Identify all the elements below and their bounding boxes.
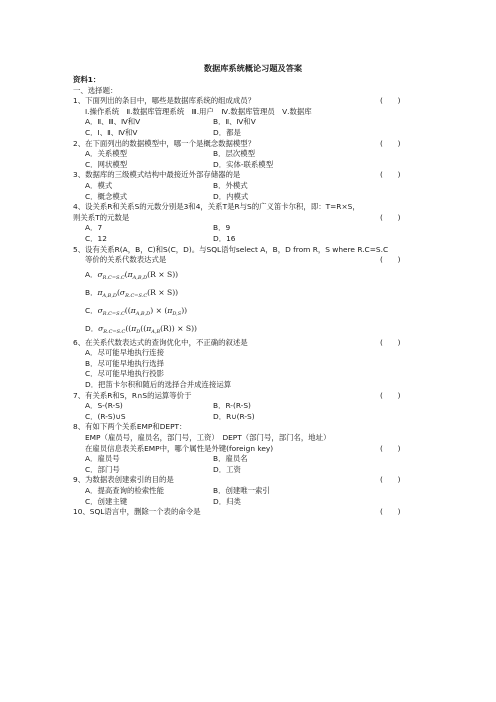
answer-blank: ( ) [380,212,401,222]
option-d: D． [85,323,99,333]
option-a: A． [85,269,98,279]
option-c: C．创建主键 [85,496,128,506]
question-7-options-cd [73,412,433,423]
option-d: D．R∪(R-S) [213,411,255,421]
option-b: B．9 [213,223,231,233]
option-b: B．外模式 [213,180,248,190]
formula-option-d [73,320,433,338]
section-heading: 资料1： [73,75,101,84]
question-4-options-ab [73,223,433,234]
answer-blank: ( ) [380,507,401,517]
question-1 [73,96,433,107]
option-d: D．内模式 [213,191,249,201]
pi-symbol: π [131,323,137,333]
formula-part: (R × S)) [147,269,179,279]
answer-blank: ( ) [380,255,401,265]
question-9-stem: 9、为数据表创建索引的目的是 [73,475,174,485]
question-6 [73,338,433,349]
option-d: D．16 [213,233,236,243]
question-2-stem: 2、在下面列出的数据模型中，哪一个是概念数据模型？ [73,138,256,148]
option-b: B．R-(R-S) [213,401,251,411]
question-1-options-ab [73,117,433,128]
document-title: 数据库系统概论习题及答案 [203,63,303,73]
project-attrs: A,B,D [135,310,151,317]
project-attrs: D [136,328,141,335]
option-b: B．雇员名 [213,454,248,464]
question-4-stem: 4、设关系R和关系S的元数分别是3和4，关系T是R与S的广义笛卡尔积，即：T=R×S， [73,202,360,212]
question-5-continued [73,255,433,266]
option-d: D．工资 [213,464,241,474]
question-9 [73,475,433,486]
question-3-stem: 3、数据库的三级模式结构中最接近外部存储器的是 [73,170,241,180]
question-10-stem: 10、SQL语言中，删除一个表的命令是 [73,507,201,517]
part-heading: 一、选择题： [73,85,118,95]
option-a: A．尽可能早地执行连接 [85,348,164,358]
answer-blank: ( ) [380,138,401,148]
option-c: C．尽可能早地执行投影 [85,369,165,379]
option-a: A．关系模型 [85,149,128,159]
option-b: B． [85,287,98,297]
formula-part: (R)) × S)) [160,323,198,333]
question-8-stem-2: 在雇员信息表关系EMP中，哪个属性是外键(foreign key) [85,443,274,453]
question-10 [73,507,433,518]
question-4 [73,202,433,213]
sigma-symbol: σ [97,269,103,279]
question-3-options-cd [73,192,433,203]
project-attrs: A,B,D [132,274,148,281]
formula-part: )) [181,305,188,315]
document-content [73,62,433,518]
project-attrs: A,B [151,328,161,335]
answer-blank: ( ) [380,337,401,347]
option-b: B．层次模型 [213,149,256,159]
question-7-stem: 7、有关系R和S，R∩S的运算等价于 [73,390,192,400]
answer-blank: ( ) [380,475,401,485]
answer-blank: ( ) [380,390,401,400]
question-4-options-cd [73,234,433,245]
pi-symbol: π [97,287,103,297]
question-5 [73,245,433,256]
answer-blank: ( ) [380,443,401,453]
question-7 [73,391,433,402]
option-a: A．7 [85,223,103,233]
pi-symbol: π [130,305,136,315]
question-8-continued [73,444,433,455]
option-c: C．Ⅰ、Ⅱ、Ⅳ和Ⅴ [85,127,138,137]
answer-blank: ( ) [380,170,401,180]
question-9-options-cd [73,497,433,508]
question-8-stem: 8、有如下两个关系EMP和DEPT： [73,422,187,432]
question-3-options-ab [73,181,433,192]
pi-symbol: π [167,305,173,315]
question-1-options-cd [73,128,433,139]
formula-option-c [73,302,433,320]
question-5-stem-2: 等价的关系代数表达式是 [85,255,167,265]
formula-part: (( [124,305,131,315]
option-a: A．S-(R-S) [85,401,123,411]
formula-part: (( [140,323,147,333]
project-attrs: A,B,D [102,292,117,299]
project-attrs: D,S [172,310,182,317]
question-7-options-ab [73,401,433,412]
option-b: B．创建唯一索引 [213,486,270,495]
option-c: C．(R-S)∪S [85,411,126,421]
question-8-options-cd [73,465,433,476]
question-5-stem: 5、设有关系R(A，B，C)和S(C，D)。与SQL语句select A，B，D from R，S where R.C=S.C [73,244,389,254]
option-a: A．提高查询的检索性能 [85,486,164,495]
question-2-options-ab [73,149,433,160]
option-d: D．都是 [213,127,241,137]
question-3 [73,170,433,181]
option-c: C．网状模型 [85,159,128,169]
formula-part: ( [116,287,120,297]
select-condition: R.C=S.C [103,328,126,335]
answer-blank: ( ) [380,96,401,106]
option-c: C．12 [85,233,107,243]
option-b: B．Ⅱ、Ⅳ和Ⅴ [213,117,256,127]
question-9-options-ab [73,486,433,497]
option-c: C． [85,305,98,315]
question-2 [73,139,433,150]
question-4-continued [73,213,433,224]
pi-symbol: π [146,323,152,333]
option-d: D．把笛卡尔积和随后的选择合并成连接运算 [85,380,232,390]
option-a: A．Ⅱ、Ⅲ、Ⅳ和Ⅴ [85,117,141,127]
option-d: D．实体-联系模型 [213,159,274,169]
option-d: D．归类 [213,496,241,506]
question-6-stem: 6、在关系代数表达式的查询优化中，不正确的叙述是 [73,337,248,347]
question-1-stem: 1、下面列出的条目中，哪些是数据库系统的组成成员？ [73,96,256,106]
formula-part: (( [125,323,132,333]
question-4-stem-2: 则关系T的元数是 [73,212,130,222]
sigma-symbol: σ [119,287,126,297]
option-c: C．部门号 [85,464,120,474]
formula-part: ) × ( [150,305,168,315]
select-condition: R.C=S.C [125,292,148,299]
select-condition: R.C=S.C [102,310,125,317]
option-a: A．模式 [85,180,113,190]
select-condition: R.C=S.C [102,274,125,281]
sigma-symbol: σ [97,305,103,315]
formula-option-b [73,284,433,302]
question-8-schema: EMP（雇员号，雇员名，部门号，工资） DEPT（部门号，部门名，地址） [85,433,331,443]
question-8-options-ab [73,454,433,465]
question-1-items: Ⅰ.操作系统 Ⅱ.数据库管理系统 Ⅲ.用户 Ⅳ.数据库管理员 Ⅴ.数据库 [85,106,312,116]
formula-option-a [73,266,433,284]
option-a: A．雇员号 [85,454,120,464]
option-b: B．尽可能早地执行选择 [85,358,164,368]
formula-part: ( [124,269,128,279]
pi-symbol: π [127,269,133,279]
question-8 [73,422,433,433]
formula-part: (R × S)) [147,287,179,297]
question-2-options-cd [73,160,433,171]
option-c: C．概念模式 [85,191,128,201]
sigma-symbol: σ [98,323,104,333]
